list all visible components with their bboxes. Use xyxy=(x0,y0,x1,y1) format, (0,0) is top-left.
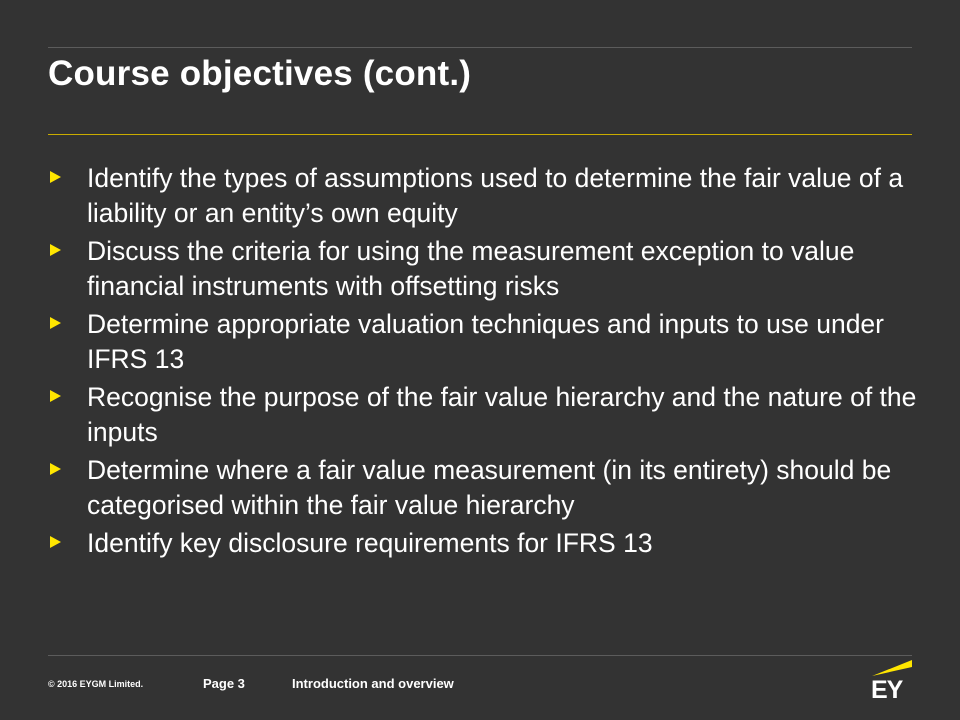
bullet-text: Determine where a fair value measurement (in its entirety) should be categorised within the fair value hierarchy xyxy=(87,455,892,520)
bullet-text: Identify the types of assumptions used to determine the fair value of a liability or an entity’s own equity xyxy=(87,163,904,228)
page-number: Page 3 xyxy=(203,676,245,691)
triangle-right-icon xyxy=(48,316,62,330)
list-item xyxy=(48,526,918,561)
bullet-text: Determine appropriate valuation techniques and inputs to use under IFRS 13 xyxy=(87,309,884,374)
objectives-list xyxy=(48,161,918,564)
slide-title: Course objectives (cont.) xyxy=(48,54,472,93)
logo-text: EY xyxy=(871,676,903,704)
ey-logo xyxy=(868,660,914,704)
section-title: Introduction and overview xyxy=(292,676,454,691)
title-underline xyxy=(48,134,912,135)
list-item xyxy=(48,453,918,523)
list-item xyxy=(48,161,918,231)
triangle-right-icon xyxy=(48,535,62,549)
bullet-text: Identify key disclosure requirements for IFRS 13 xyxy=(87,528,653,558)
footer-divider xyxy=(48,655,912,656)
triangle-right-icon xyxy=(48,389,62,403)
bullet-text: Recognise the purpose of the fair value hierarchy and the nature of the inputs xyxy=(87,382,917,447)
copyright-text: © 2016 EYGM Limited. xyxy=(48,679,144,689)
header-divider xyxy=(48,47,912,48)
triangle-right-icon xyxy=(48,170,62,184)
triangle-right-icon xyxy=(48,462,62,476)
triangle-right-icon xyxy=(48,243,62,257)
list-item xyxy=(48,307,918,377)
list-item xyxy=(48,380,918,450)
list-item xyxy=(48,234,918,304)
bullet-text: Discuss the criteria for using the measurement exception to value financial instruments with offsetting risks xyxy=(87,236,855,301)
